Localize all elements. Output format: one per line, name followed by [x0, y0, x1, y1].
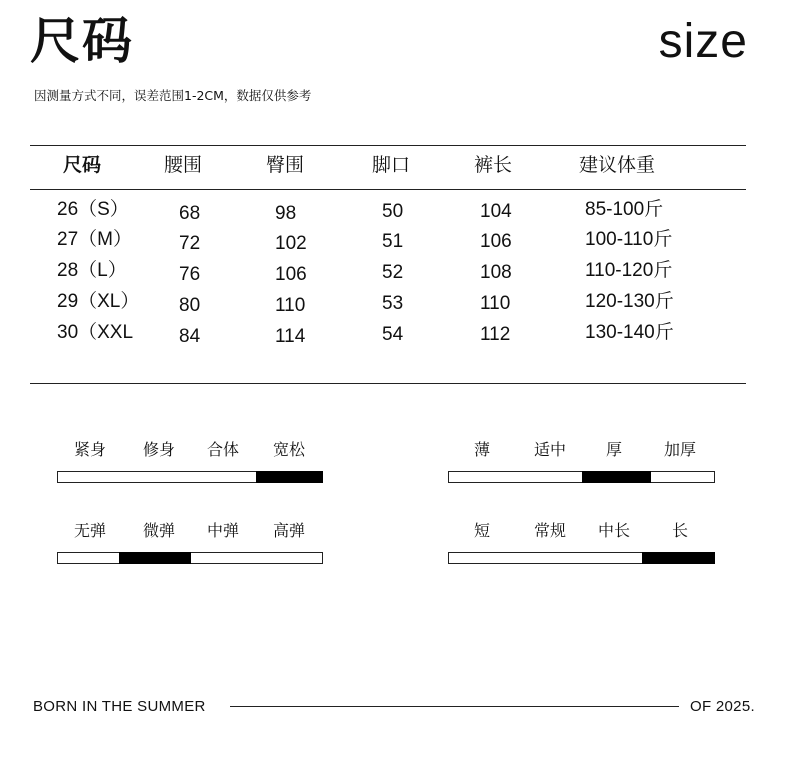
table-cell-hip: 114: [275, 326, 306, 347]
measurement-note: 因测量方式不同，误差范围1-2CM，数据仅供参考: [34, 88, 312, 103]
table-cell-size: 27（M）: [57, 229, 132, 250]
table-cell-length: 110: [480, 293, 511, 314]
table-cell-weight: 110-120斤: [585, 260, 673, 281]
table-cell-weight: 130-140斤: [585, 322, 674, 343]
table-cell-hip: 106: [275, 264, 307, 285]
table-cell-weight: 120-130斤: [585, 291, 674, 312]
table-cell-hem: 54: [382, 324, 404, 345]
fit-option-label: 宽松: [272, 440, 305, 459]
table-bottom-rule: [30, 383, 746, 384]
stretch-meter-fill: [119, 552, 191, 564]
length-meter-fill: [642, 552, 715, 564]
stretch-meter-bar: [57, 552, 323, 564]
table-cell-waist: 80: [179, 295, 201, 316]
page-title: 尺码: [30, 12, 134, 70]
stretch-option-label: 中弹: [206, 521, 239, 540]
table-cell-waist: 84: [179, 326, 201, 347]
table-cell-weight: 100-110斤: [585, 229, 673, 250]
stretch-option-label: 无弹: [73, 521, 106, 540]
thickness-option-label: 加厚: [663, 440, 696, 459]
length-option-label: 中长: [597, 521, 630, 540]
stretch-option-label: 高弹: [272, 521, 305, 540]
length-option-label: 长: [671, 521, 688, 540]
length-option-label: 短: [473, 521, 490, 540]
thickness-option-label: 厚: [605, 440, 622, 459]
table-cell-hip: 110: [275, 295, 306, 316]
col-header-size: 尺码: [63, 154, 102, 176]
table-cell-waist: 68: [179, 203, 201, 224]
table-cell-length: 108: [480, 262, 512, 283]
table-cell-hem: 52: [382, 262, 404, 283]
table-cell-hem: 51: [382, 231, 404, 252]
col-header-waist: 腰围: [164, 154, 203, 176]
footer-left-text: BORN IN THE SUMMER: [33, 698, 206, 715]
table-cell-hip: 102: [275, 233, 307, 254]
table-cell-weight: 85-100斤: [585, 199, 664, 220]
thickness-meter-bar: [448, 471, 715, 483]
col-header-weight: 建议体重: [579, 154, 656, 176]
table-cell-waist: 76: [179, 264, 201, 285]
size-heading: size: [658, 15, 748, 68]
fit-option-label: 紧身: [73, 440, 106, 459]
table-cell-hip: 98: [275, 203, 297, 224]
table-cell-size: 29（XL）: [57, 291, 140, 312]
table-top-rule: [30, 145, 746, 146]
col-header-hem: 脚口: [372, 154, 411, 176]
thickness-option-label: 薄: [473, 440, 490, 459]
fit-meter-bar: [57, 471, 323, 483]
table-cell-waist: 72: [179, 233, 201, 254]
fit-meter-fill: [256, 471, 323, 483]
footer-divider: [230, 706, 679, 707]
table-cell-length: 104: [480, 201, 512, 222]
table-cell-size: 30（XXL: [57, 322, 134, 343]
length-meter-bar: [448, 552, 715, 564]
table-header-rule: [30, 189, 746, 190]
length-option-label: 常规: [533, 521, 566, 540]
table-cell-length: 112: [480, 324, 511, 345]
stretch-option-label: 微弹: [142, 521, 175, 540]
table-cell-size: 26（S）: [57, 199, 129, 220]
table-cell-length: 106: [480, 231, 512, 252]
table-cell-size: 28（L）: [57, 260, 127, 281]
thickness-option-label: 适中: [533, 440, 566, 459]
table-cell-hem: 53: [382, 293, 404, 314]
thickness-meter-fill: [582, 471, 652, 483]
table-cell-hem: 50: [382, 201, 404, 222]
footer-right-text: OF 2025.: [690, 698, 755, 715]
col-header-length: 裤长: [474, 154, 513, 176]
col-header-hip: 臀围: [266, 154, 305, 176]
fit-option-label: 合体: [206, 440, 239, 459]
fit-option-label: 修身: [142, 440, 175, 459]
